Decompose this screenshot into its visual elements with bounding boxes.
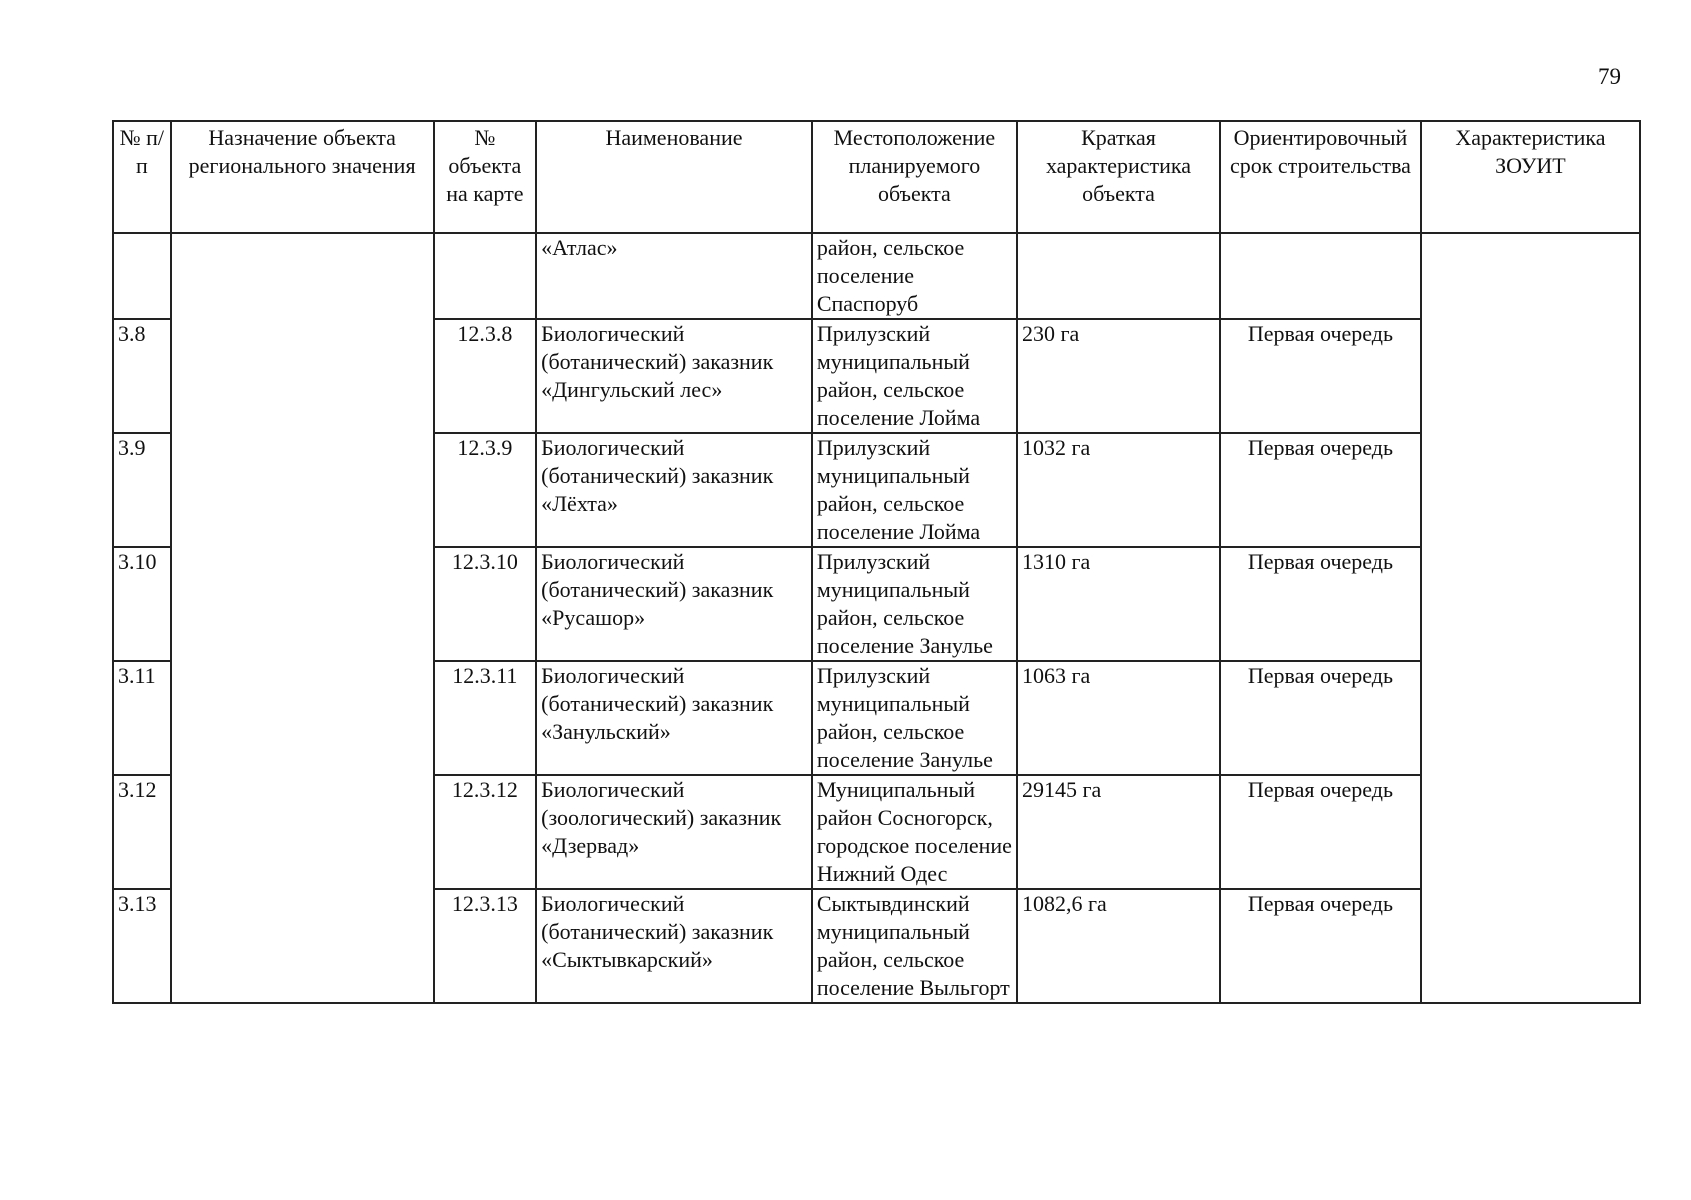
header-cell: Ориентировочный срок строительства: [1220, 121, 1421, 233]
name-cell: «Атлас»: [536, 233, 812, 319]
size-cell: 29145 га: [1017, 775, 1220, 889]
size-cell: 1082,6 га: [1017, 889, 1220, 1003]
location-cell: район, сельское поселение Спаспоруб: [812, 233, 1017, 319]
name-cell: Биологический (зоологический) заказник «Дзервад»: [536, 775, 812, 889]
header-cell: Местоположение планируемого объекта: [812, 121, 1017, 233]
num-cell: 3.11: [113, 661, 171, 775]
term-cell: Первая очередь: [1220, 433, 1421, 547]
header-cell: № объекта на карте: [434, 121, 537, 233]
name-cell: Биологический (ботанический) заказник «Занульский»: [536, 661, 812, 775]
num-cell: 3.9: [113, 433, 171, 547]
num-cell: 3.10: [113, 547, 171, 661]
size-cell: 1032 га: [1017, 433, 1220, 547]
size-cell: 1063 га: [1017, 661, 1220, 775]
map-no-cell: [434, 233, 537, 319]
map-no-cell: 12.3.13: [434, 889, 537, 1003]
map-no-cell: 12.3.11: [434, 661, 537, 775]
header-cell: Характеристика ЗОУИТ: [1421, 121, 1640, 233]
header-cell: Назначение объекта регионального значения: [171, 121, 434, 233]
location-cell: Прилузский муниципальный район, сельское поселение Лойма: [812, 319, 1017, 433]
num-cell: 3.13: [113, 889, 171, 1003]
num-cell: 3.8: [113, 319, 171, 433]
term-cell: Первая очередь: [1220, 661, 1421, 775]
num-cell: [113, 233, 171, 319]
location-cell: Прилузский муниципальный район, сельское поселение Лойма: [812, 433, 1017, 547]
name-cell: Биологический (ботанический) заказник «Лёхта»: [536, 433, 812, 547]
size-cell: 1310 га: [1017, 547, 1220, 661]
page-number: 79: [1598, 64, 1621, 89]
term-cell: Первая очередь: [1220, 547, 1421, 661]
objects-table: [112, 120, 1641, 1004]
size-cell: [1017, 233, 1220, 319]
name-cell: Биологический (ботанический) заказник «Сыктывкарский»: [536, 889, 812, 1003]
name-cell: Биологический (ботанический) заказник «Дингульский лес»: [536, 319, 812, 433]
table-header-row: [113, 121, 1640, 233]
purpose-cell: [171, 233, 434, 1003]
term-cell: Первая очередь: [1220, 319, 1421, 433]
location-cell: Прилузский муниципальный район, сельское поселение Занулье: [812, 547, 1017, 661]
term-cell: [1220, 233, 1421, 319]
num-cell: 3.12: [113, 775, 171, 889]
location-cell: Сыктывдинский муниципальный район, сельское поселение Выльгорт: [812, 889, 1017, 1003]
map-no-cell: 12.3.9: [434, 433, 537, 547]
map-no-cell: 12.3.10: [434, 547, 537, 661]
size-cell: 230 га: [1017, 319, 1220, 433]
name-cell: Биологический (ботанический) заказник «Русашор»: [536, 547, 812, 661]
term-cell: Первая очередь: [1220, 889, 1421, 1003]
zouit-cell: [1421, 233, 1640, 1003]
term-cell: Первая очередь: [1220, 775, 1421, 889]
header-cell: Наименование: [536, 121, 812, 233]
header-cell: Краткая характеристика объекта: [1017, 121, 1220, 233]
map-no-cell: 12.3.12: [434, 775, 537, 889]
table-row-continuation: [113, 233, 1640, 319]
map-no-cell: 12.3.8: [434, 319, 537, 433]
location-cell: Муниципальный район Сосногорск, городское поселение Нижний Одес: [812, 775, 1017, 889]
header-cell: № п/п: [113, 121, 171, 233]
location-cell: Прилузский муниципальный район, сельское поселение Занулье: [812, 661, 1017, 775]
